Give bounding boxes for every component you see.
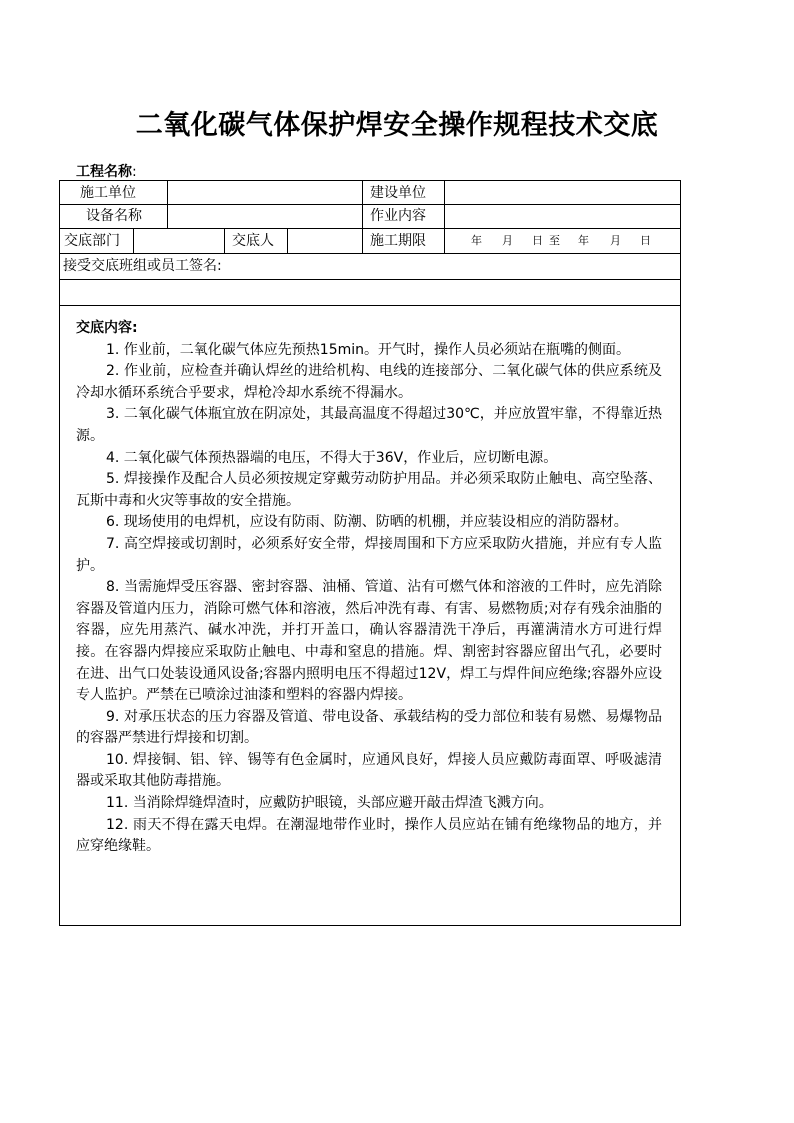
content-item-4: 4. 二氧化碳气体预热器端的电压，不得大于36V，作业后，应切断电源。 bbox=[106, 449, 558, 466]
content-item-5: 5. 焊接操作及配合人员必须按规定穿戴劳动防护用品。并必须采取防止触电、高空坠落、瓦斯中毒和火灾等事故的安全措施。 bbox=[76, 471, 662, 509]
content-heading: 交底内容: bbox=[76, 320, 138, 336]
period-start-year: 年 bbox=[471, 234, 482, 247]
disclosure-person-label: 交底人 bbox=[232, 233, 274, 249]
equipment-name-label: 设备名称 bbox=[86, 208, 142, 224]
equipment-name-field[interactable] bbox=[172, 204, 358, 228]
document-title: 二氧化碳气体保护焊安全操作规程技术交底 bbox=[135, 110, 659, 141]
receiver-signature-label: 接受交底班组或员工签名: bbox=[63, 258, 222, 274]
builder-unit-field[interactable] bbox=[450, 181, 675, 204]
work-content-label: 作业内容 bbox=[370, 208, 426, 224]
signature-blank-row[interactable] bbox=[63, 280, 675, 304]
content-item-12: 12. 雨天不得在露天电焊。在潮湿地带作业时，操作人员应站在铺有绝缘物品的地方，并应穿绝缘鞋。 bbox=[76, 816, 662, 855]
period-start-day: 日 bbox=[532, 234, 543, 247]
construction-unit-label: 施工单位 bbox=[80, 185, 136, 201]
construction-unit-field[interactable] bbox=[172, 181, 358, 204]
project-name-label: 工程名称 bbox=[76, 164, 132, 180]
content-item-1: 1. 作业前，二氧化碳气体应先预热15min。开气时，操作人员必须站在瓶嘴的侧面。 bbox=[106, 341, 631, 358]
col-divider bbox=[362, 181, 363, 253]
disclosure-dept-field[interactable] bbox=[138, 229, 220, 253]
col-divider bbox=[167, 181, 168, 228]
period-start-month: 月 bbox=[502, 234, 513, 247]
content-item-7: 7. 高空焊接或切割时，必须系好安全带，焊接周围和下方应采取防火措施，并应有专人监护。 bbox=[76, 535, 662, 574]
disclosure-content bbox=[60, 318, 680, 858]
col-divider bbox=[444, 181, 445, 253]
content-item-3: 3. 二氧化碳气体瓶宜放在阴凉处，其最高温度不得超过30℃，并应放置牢靠，不得靠近热源。 bbox=[76, 406, 662, 444]
col-divider bbox=[133, 228, 134, 253]
period-end-year: 年 bbox=[578, 234, 589, 247]
disclosure-dept-label: 交底部门 bbox=[64, 233, 120, 249]
period-end-day: 日 bbox=[640, 234, 651, 247]
builder-unit-label: 建设单位 bbox=[370, 185, 426, 201]
content-item-9: 9. 对承压状态的压力容器及管道、带电设备、承载结构的受力部位和装有易燃、易爆物品的容器严禁进行焊接和切割。 bbox=[76, 708, 662, 747]
content-item-8: 8. 当需施焊受压容器、密封容器、油桶、管道、沾有可燃气体和溶液的工件时，应先消除容器及管道内压力，消除可燃气体和溶液，然后冲洗有毒、有害、易燃物质;对存有残余油脂的容器，应先用蒸汽、碱水冲洗，并打开盖口，确认容器清洗干净后，再灌满清水方可进行焊接。在容器内焊接应采取防止触电、中毒和窒息的措施。焊、割密封容器应留出气孔，必要时在进、出气口处装设通风设备;容器内照明电压不得超过12V，焊工与焊件间应绝缘;容器外应设专人监护。严禁在已喷涂过油漆和塑料的容器内焊接。 bbox=[76, 579, 662, 704]
period-to: 至 bbox=[549, 234, 560, 247]
work-content-field[interactable] bbox=[450, 204, 675, 228]
project-name-colon: : bbox=[132, 164, 137, 180]
col-divider bbox=[224, 228, 225, 253]
period-end-month: 月 bbox=[610, 234, 621, 247]
content-item-6: 6. 现场使用的电焊机，应设有防雨、防潮、防晒的机棚，并应装设相应的消防器材。 bbox=[106, 514, 628, 531]
disclosure-person-field[interactable] bbox=[292, 229, 358, 253]
col-divider bbox=[287, 228, 288, 253]
disclosure-form bbox=[59, 180, 681, 926]
construction-period-label: 施工期限 bbox=[370, 233, 426, 249]
row-divider bbox=[60, 305, 680, 306]
project-name-row bbox=[76, 161, 137, 181]
content-item-2: 2. 作业前，应检查并确认焊丝的进给机构、电线的连接部分、二氧化碳气体的供应系统及冷却水循环系统合乎要求，焊枪冷却水系统不得漏水。 bbox=[76, 363, 662, 401]
content-item-11: 11. 当消除焊缝焊渣时，应戴防护眼镜，头部应避开敲击焊渣飞溅方向。 bbox=[106, 795, 553, 812]
content-item-10: 10. 焊接铜、铝、锌、锡等有色金属时，应通风良好，焊接人员应戴防毒面罩、呼吸滤清器或采取其他防毒措施。 bbox=[76, 751, 662, 790]
